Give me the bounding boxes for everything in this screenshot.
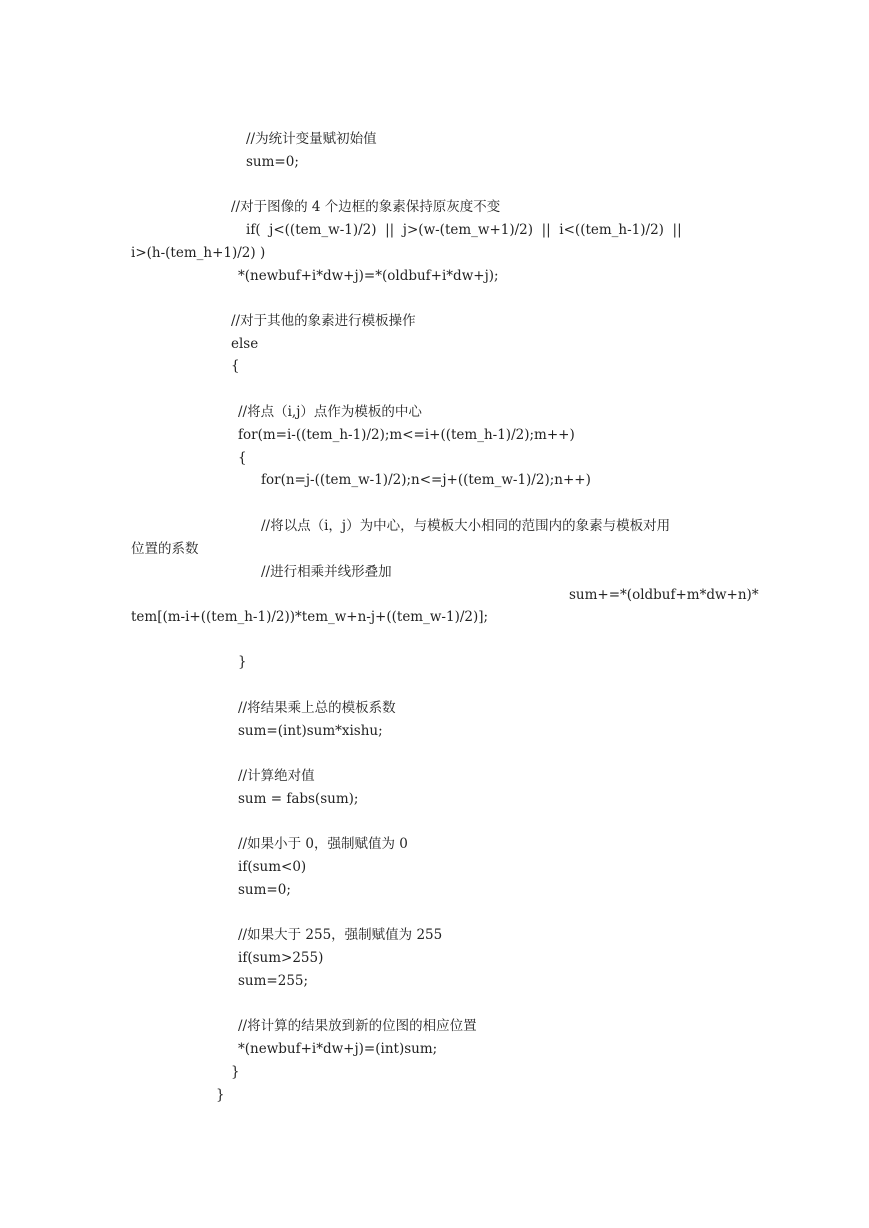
comment-template-center: //将点（i,j）点作为模板的中心 <box>238 404 422 420</box>
comment-neighborhood: //将以点（i，j）为中心，与模板大小相同的范围内的象素与模板对用 <box>261 518 671 534</box>
comment-border-pixels: //对于图像的 4 个边框的象素保持原灰度不变 <box>231 199 501 215</box>
comment-multiply-sum: //进行相乘并线形叠加 <box>261 564 392 580</box>
comment-clamp-zero: //如果小于 0，强制赋值为 0 <box>238 836 408 852</box>
code-line: if( j<((tem_w-1)/2) || j>(w-(tem_w+1)/2) || i<((tem_h-1)/2) || <box>246 222 682 238</box>
code-line: sum = fabs(sum); <box>238 791 359 807</box>
code-line: sum=0; <box>238 882 291 898</box>
code-line: sum=255; <box>238 973 309 989</box>
code-line: tem[(m-i+((tem_h-1)/2))*tem_w+n-j+((tem_w-1)/2)]; <box>131 609 489 625</box>
code-line: *(newbuf+i*dw+j)=(int)sum; <box>238 1041 438 1057</box>
code-line: sum=(int)sum*xishu; <box>238 723 383 739</box>
comment-clamp-255: //如果大于 255，强制赋值为 255 <box>238 927 443 943</box>
code-line: for(n=j-((tem_w-1)/2);n<=j+((tem_w-1)/2);n++) <box>261 472 591 488</box>
comment-continuation: 位置的系数 <box>131 541 199 557</box>
code-line: } <box>231 1064 240 1080</box>
comment-store-result: //将计算的结果放到新的位图的相应位置 <box>238 1018 477 1034</box>
code-line: { <box>238 450 247 466</box>
code-line: sum+=*(oldbuf+m*dw+n)* <box>569 587 759 603</box>
code-line: { <box>231 358 240 374</box>
code-line: *(newbuf+i*dw+j)=*(oldbuf+i*dw+j); <box>238 268 499 284</box>
code-line: if(sum>255) <box>238 950 324 966</box>
code-line: else <box>231 336 259 352</box>
comment-other-pixels: //对于其他的象素进行模板操作 <box>231 313 416 329</box>
comment-absolute-value: //计算绝对值 <box>238 768 315 784</box>
code-line: for(m=i-((tem_h-1)/2);m<=i+((tem_h-1)/2);m++) <box>238 427 575 443</box>
comment-init-stats: //为统计变量赋初始值 <box>246 131 377 147</box>
code-line: if(sum<0) <box>238 859 307 875</box>
code-line: i>(h-(tem_h+1)/2) ) <box>131 245 266 261</box>
code-line: sum=0; <box>246 154 299 170</box>
code-line: } <box>238 654 247 670</box>
comment-multiply-coefficient: //将结果乘上总的模板系数 <box>238 700 396 716</box>
code-line: } <box>216 1087 225 1103</box>
